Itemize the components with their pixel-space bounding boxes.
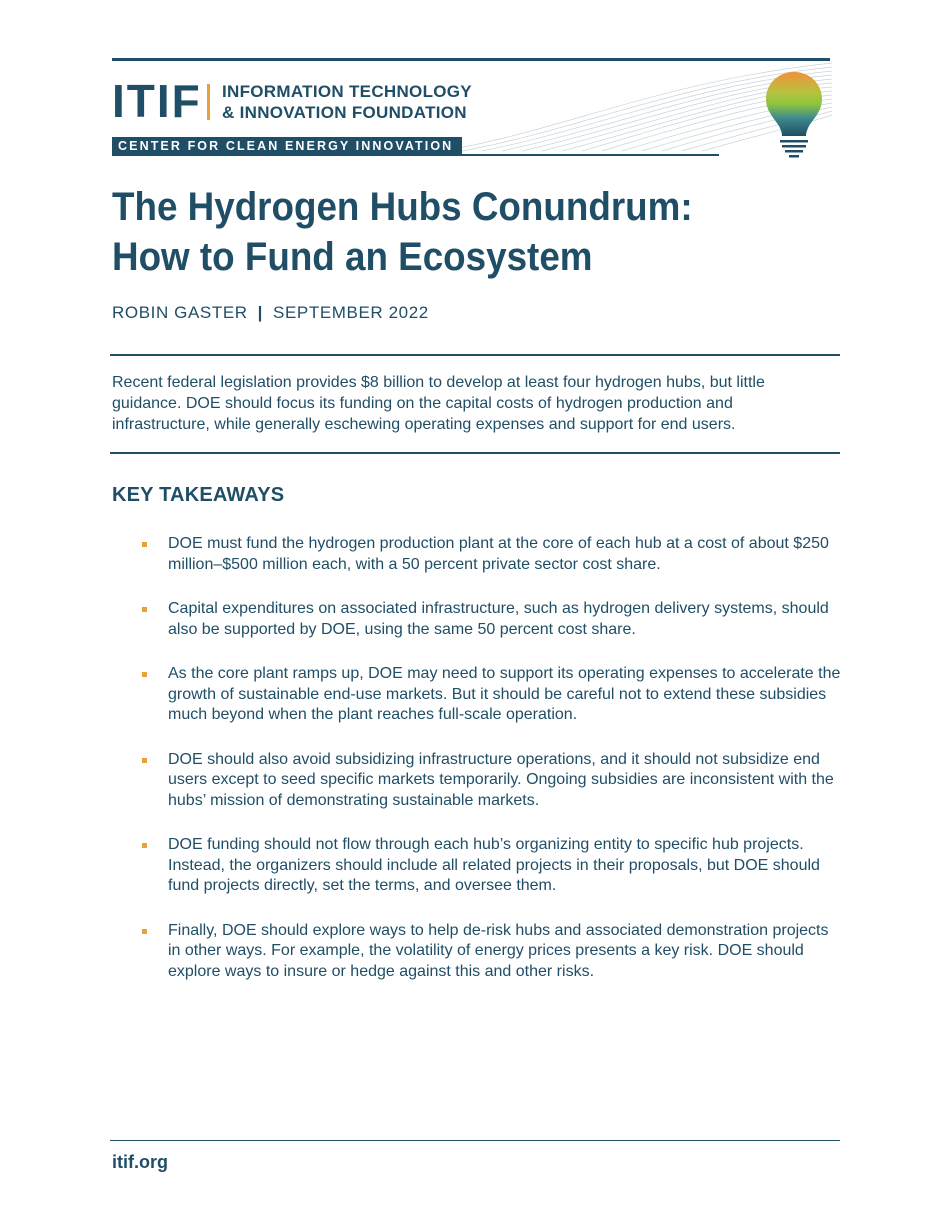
report-title	[112, 182, 774, 282]
center-name-banner: CENTER FOR CLEAN ENERGY INNOVATION	[112, 137, 462, 156]
report-title-line2: How to Fund an Ecosystem	[112, 235, 593, 279]
takeaway-text: Finally, DOE should explore ways to help de-risk hubs and associated demonstration projects in other ways. For example, the volatility of energy prices presents a key risk. DOE should explore ways to insure or hedge against this and other risks.	[168, 921, 829, 980]
byline-separator: |	[257, 303, 264, 322]
takeaway-text: Capital expenditures on associated infrastructure, such as hydrogen delivery systems, should also be supported by DOE, using the same 50 percent cost share.	[168, 600, 829, 638]
summary-top-rule	[110, 354, 840, 356]
bullet-marker	[142, 758, 147, 763]
takeaway-item	[140, 835, 845, 897]
logo-separator	[207, 84, 210, 120]
organization-name-line2: & INNOVATION FOUNDATION	[222, 103, 467, 122]
organization-name	[222, 81, 472, 123]
key-takeaways-list	[140, 534, 845, 982]
report-title-line1: The Hydrogen Hubs Conundrum:	[112, 185, 693, 229]
footer-rule	[110, 1140, 840, 1141]
byline	[112, 303, 429, 323]
takeaway-item	[140, 534, 845, 575]
itif-logo: ITIF	[112, 75, 202, 127]
bullet-marker	[142, 672, 147, 677]
bullet-marker	[142, 542, 147, 547]
bullet-marker	[142, 929, 147, 934]
summary-text: Recent federal legislation provides $8 billion to develop at least four hydrogen hubs, but little guidance. DOE should focus its funding on the capital costs of hydrogen production and infrastructure, while generally eschewing operating expenses and support for end users.	[112, 374, 765, 433]
summary-bottom-rule	[110, 452, 840, 454]
bullet-marker	[142, 843, 147, 848]
takeaway-text: DOE must fund the hydrogen production plant at the core of each hub at a cost of about $250 million–$500 million each, with a 50 percent private sector cost share.	[168, 535, 829, 573]
publication-date: SEPTEMBER 2022	[273, 303, 429, 322]
report-header	[112, 58, 832, 158]
takeaway-item	[140, 599, 845, 640]
takeaway-item	[140, 921, 845, 983]
organization-name-line1: INFORMATION TECHNOLOGY	[222, 82, 472, 101]
takeaway-text: As the core plant ramps up, DOE may need to support its operating expenses to accelerate the growth of sustainable end-use markets. But it should be careful not to extend these subsidies much beyond when the plant reaches full-scale operation.	[168, 665, 841, 723]
header-bottom-rule	[112, 154, 719, 156]
takeaway-text: DOE funding should not flow through each hub’s organizing entity to specific hub projects. Instead, the organizers should include all related projects in their proposals, but DOE should fund projects directly, set the terms, and oversee them.	[168, 836, 820, 894]
key-takeaways-heading: KEY TAKEAWAYS	[112, 484, 285, 506]
takeaway-text: DOE should also avoid subsidizing infrastructure operations, and it should not subsidize end users except to seed specific markets temporarily. Ongoing subsidies are inconsistent with the hubs’ mission of demonstrating sustainable markets.	[168, 750, 834, 809]
bullet-marker	[142, 607, 147, 612]
footer-website-link[interactable]: itif.org	[112, 1152, 168, 1172]
author-name: ROBIN GASTER	[112, 303, 248, 322]
takeaway-item	[140, 750, 845, 812]
takeaway-item	[140, 664, 845, 726]
lightbulb-icon	[764, 70, 824, 160]
